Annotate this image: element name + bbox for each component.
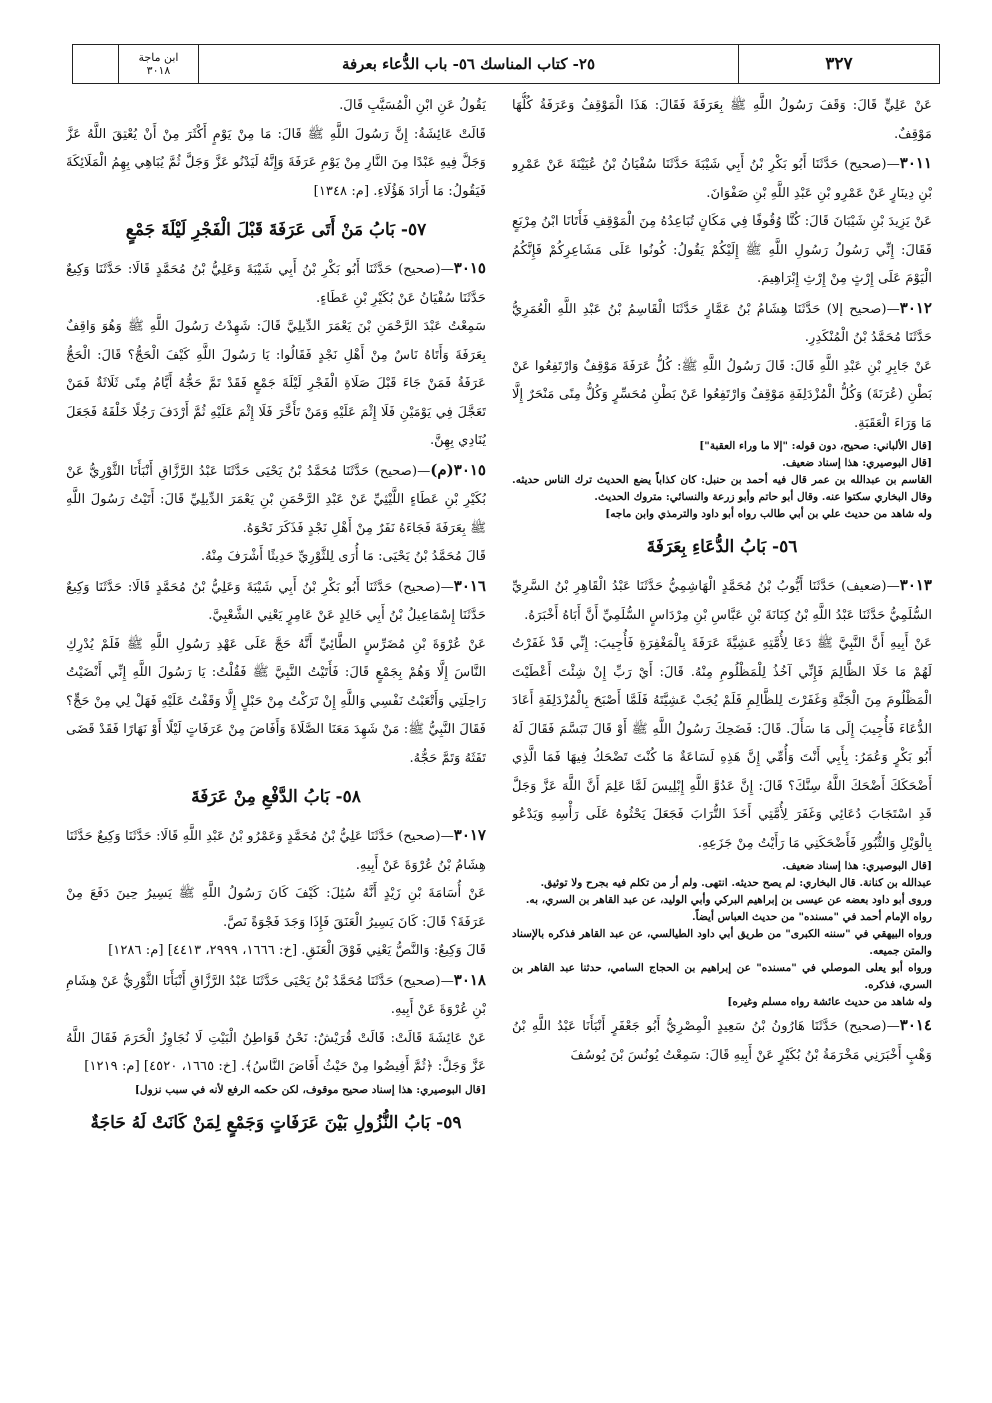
hadith-3017: ٣٠١٧—(صحيح) حَدَّثَنَا عَلِيُّ بْنُ مُحَمَّدٍ وَعَمْرُو بْنُ عَبْدِ اللَّهِ قَالَا: حَدَّثَنَا وَكِيعٌ حَدَّثَنَا هِشَامُ بْنُ عُرْوَةَ عَنْ أَبِيهِ.: [66, 826, 486, 873]
matn: عَنْ جَابِرِ بْنِ عَبْدِ اللَّهِ قَالَ: قَالَ رَسُولُ اللَّهِ ﷺ: كُلُّ عَرَفَةَ مَوْقِفٌ وَارْتَفِعُوا عَنْ بَطْنِ (عُرَنَةَ) وَكُلُّ الْمُزْدَلِفَةِ مَوْقِفٌ وَارْتَفِعُوا عَنْ بَطْنِ مُحَسِّرٍ وَكُلُّ مِنًى مَنْحَرٌ إِلَّا مَا وَرَاءَ الْعَقَبَةِ.: [512, 358, 932, 431]
matn: قَالَتْ عَائِشَةُ: إِنَّ رَسُولَ اللَّهِ ﷺ قَالَ: مَا مِنْ يَوْمٍ أَكْثَرَ مِنْ أَنْ يُعْتِقَ اللَّهُ عَزَّ وَجَلَّ فِيهِ عَبْدًا مِنَ النَّارِ مِنْ يَوْمِ عَرَفَةَ وَإِنَّهُ لَيَدْنُو عَزَّ وَجَلَّ ثُمَّ يُبَاهِي بِهِمُ الْمَلَائِكَةَ فَيَقُولُ: مَا أَرَادَ هَؤُلَاءِ. [م: ١٣٤٨]: [66, 126, 486, 199]
paragraph: قَالَ مُحَمَّدُ بْنُ يَحْيَى: مَا أُرَى لِلثَّوْرِيِّ حَدِيثًا أَشْرَفَ مِنْهُ.: [200, 549, 486, 564]
hadith-number: ٣٠١١: [899, 154, 932, 172]
isnad: (صحيح) حَدَّثَنَا مُحَمَّدُ بْنُ يَحْيَى حَدَّثَنَا عَبْدُ الرَّزَّاقِ أَنْبَأَنَا الثَّوْرِيُّ عَنْ هِشَامِ بْنِ عُرْوَةَ عَنْ أَبِيهِ.: [66, 973, 486, 1017]
footnote: وله شاهد من حديث عائشة رواه مسلم وغيره]: [727, 996, 932, 1008]
chapter-heading-57: ٥٧- بَابُ مَنْ أَتَى عَرَفَةَ قَبْلَ الْفَجْرِ لَيْلَةَ جَمْعٍ: [125, 220, 427, 240]
hadith-3011: ٣٠١١—(صحيح) حَدَّثَنَا أَبُو بَكْرِ بْنُ أَبِي شَيْبَةَ حَدَّثَنَا سُفْيَانُ بْنُ عُيَيْنَةَ عَنْ عَمْرِو بْنِ دِينَارٍ عَنْ عَمْرِو بْنِ عَبْدِ اللَّهِ بْنِ صَفْوَانَ.: [512, 154, 932, 201]
hadith-3015: ٣٠١٥—(صحيح) حَدَّثَنَا أَبُو بَكْرِ بْنُ أَبِي شَيْبَةَ وَعَلِيُّ بْنُ مُحَمَّدٍ قَالَا: حَدَّثَنَا وَكِيعٌ حَدَّثَنَا سُفْيَانُ عَنْ بُكَيْرِ بْنِ عَطَاءٍ.: [66, 259, 486, 306]
hadith-number: ٣٠١٥(م): [430, 460, 486, 479]
hadith-3012: ٣٠١٢—(صحيح إلا) حَدَّثَنَا هِشَامُ بْنُ عَمَّارٍ حَدَّثَنَا الْقَاسِمُ بْنُ عَبْدِ اللَّهِ الْعُمَرِيُّ حَدَّثَنَا مُحَمَّدُ بْنُ الْمُنْكَدِرِ.: [512, 298, 932, 345]
hadith-number: ٣٠١٦: [453, 576, 486, 595]
hadith-3013: ٣٠١٣—(ضعيف) حَدَّثَنَا أَيُّوبُ بْنُ مُحَمَّدٍ الْهَاشِمِيُّ حَدَّثَنَا عَبْدُ الْقَاهِرِ بْنُ السَّرِيِّ السُّلَمِيُّ حَدَّثَنَا عَبْدُ اللَّهِ بْنُ كِنَانَةَ بْنِ عَبَّاسِ بْنِ مِرْدَاسٍ السُّلَمِيِّ أَنَّ أَبَاهُ أَخْبَرَهُ.: [512, 576, 932, 623]
hadith-number: ٣٠١٧: [453, 826, 486, 844]
book-hadith-number: ٣٠١٨: [146, 64, 171, 77]
book-name: ابن ماجة: [138, 51, 179, 64]
hadith-number: ٣٠١٣: [899, 576, 932, 594]
footnote: [قال الألباني: صحيح، دون قوله: "إلا ما وراء العقبة"]: [699, 440, 932, 452]
hadith-number: ٣٠١٢: [899, 298, 932, 317]
isnad: (صحيح) حَدَّثَنَا مُحَمَّدُ بْنُ يَحْيَى حَدَّثَنَا عَبْدُ الرَّزَّاقِ أَنْبَأَنَا الثَّوْرِيُّ عَنْ بُكَيْرِ بْنِ عَطَاءٍ اللَّيْثِيِّ عَنْ عَبْدِ الرَّحْمَنِ بْنِ يَعْمَرَ الدِّيلِيِّ قَالَ: أَتَيْتُ رَسُولَ اللَّهِ ﷺ بِعَرَفَةَ فَجَاءَهُ نَفَرٌ مِنْ أَهْلِ نَجْدٍ فَذَكَرَ نَحْوَهُ.: [66, 463, 486, 536]
footnote: رواه الإمام أحمد في "مسنده" من حديث العباس أيضاً.: [691, 911, 932, 923]
paragraph: يَقُولُ عَنِ ابْنِ الْمُسَيَّبِ قَالَ.: [339, 98, 486, 113]
footnote: وروى أبو داود بعضه عن عيسى بن إبراهيم البركي وأبي الوليد، عن عبد القاهر بن السري، به.: [525, 894, 932, 906]
footnote: [قال البوصيري: هذا إسناد ضعيف.: [782, 457, 932, 469]
isnad: (صحيح) حَدَّثَنَا أَبُو بَكْرِ بْنُ أَبِي شَيْبَةَ وَعَلِيُّ بْنُ مُحَمَّدٍ قَالَا: حَدَّثَنَا وَكِيعٌ حَدَّثَنَا إِسْمَاعِيلُ بْنُ أَبِي خَالِدٍ عَنْ عَامِرٍ يَعْنِي الشَّعْبِيَّ.: [66, 579, 486, 623]
matn: عَنْ أُسَامَةَ بْنِ زَيْدٍ أَنَّهُ سُئِلَ: كَيْفَ كَانَ رَسُولُ اللَّهِ ﷺ يَسِيرُ حِينَ دَفَعَ مِنْ عَرَفَةَ؟ قَالَ: كَانَ يَسِيرُ الْعَنَقَ فَإِذَا وَجَدَ فَجْوَةً نَصَّ.: [66, 886, 486, 930]
hadith-number: ٣٠١٥: [453, 259, 486, 277]
chapter-heading-56: ٥٦- بَابُ الدُّعَاءِ بِعَرَفَةَ: [646, 537, 798, 557]
hadith-3018: ٣٠١٨—(صحيح) حَدَّثَنَا مُحَمَّدُ بْنُ يَحْيَى حَدَّثَنَا عَبْدُ الرَّزَّاقِ أَنْبَأَنَا الثَّوْرِيُّ عَنْ هِشَامِ بْنِ عُرْوَةَ عَنْ أَبِيهِ.: [66, 970, 486, 1017]
footnote: القاسم بن عبدالله بن عمر قال فيه أحمد بن حنبل: كان كذاباً يضع الحديث ترك الناس حديثه. وقال البخاري سكتوا عنه. وقال أبو حاتم وأبو زرعة والنسائي: متروك الحديث.: [512, 474, 932, 503]
paragraph: قَالَ وَكِيعٌ: وَالنَّصُّ يَعْنِي فَوْقَ الْعَنَقِ. [خ: ١٦٦٦، ٢٩٩٩، ٤٤١٣] [م: ١٢٨٦]: [108, 943, 486, 958]
isnad: (صحيح) حَدَّثَنَا أَبُو بَكْرِ بْنُ أَبِي شَيْبَةَ حَدَّثَنَا سُفْيَانُ بْنُ عُيَيْنَةَ عَنْ عَمْرِو بْنِ دِينَارٍ عَنْ عَمْرِو بْنِ عَبْدِ اللَّهِ بْنِ صَفْوَانَ.: [512, 157, 932, 201]
hadith-3016: ٣٠١٦—(صحيح) حَدَّثَنَا أَبُو بَكْرِ بْنُ أَبِي شَيْبَةَ وَعَلِيُّ بْنُ مُحَمَّدٍ قَالَا: حَدَّثَنَا وَكِيعٌ حَدَّثَنَا إِسْمَاعِيلُ بْنُ أَبِي خَالِدٍ عَنْ عَامِرٍ يَعْنِي الشَّعْبِيَّ.: [66, 576, 486, 623]
footnote: [قال البوصيري: هذا إسناد ضعيف.: [782, 860, 932, 872]
right-column: [512, 92, 932, 1392]
matn: سَمِعْتُ عَبْدَ الرَّحْمَنِ بْنَ يَعْمَرَ الدِّيلِيَّ قَالَ: شَهِدْتُ رَسُولَ اللَّهِ ﷺ وَهُوَ وَاقِفٌ بِعَرَفَةَ وَأَتَاهُ نَاسٌ مِنْ أَهْلِ نَجْدٍ فَقَالُوا: يَا رَسُولَ اللَّهِ كَيْفَ الْحَجُّ؟ قَالَ: الْحَجُّ عَرَفَةُ فَمَنْ جَاءَ قَبْلَ صَلَاةِ الْفَجْرِ لَيْلَةَ جَمْعٍ فَقَدْ تَمَّ حَجُّهُ أَيَّامُ مِنًى ثَلَاثَةٌ فَمَنْ تَعَجَّلَ فِي يَوْمَيْنِ فَلَا إِثْمَ عَلَيْهِ وَمَنْ تَأَخَّرَ فَلَا إِثْمَ عَلَيْهِ ثُمَّ أَرْدَفَ رَجُلًا خَلْفَهُ فَجَعَلَ يُنَادِي بِهِنَّ.: [66, 319, 486, 448]
isnad: (صحيح) حَدَّثَنَا هَارُونُ بْنُ سَعِيدٍ الْمِصْرِيُّ أَبُو جَعْفَرٍ أَنْبَأَنَا عَبْدُ اللَّهِ بْنُ وَهْبٍ أَخْبَرَنِي مَخْرَمَةُ بْنُ بُكَيْرٍ عَنْ أَبِيهِ قَالَ: سَمِعْتُ يُونُسَ بْنَ يُوسُفَ: [512, 1019, 932, 1063]
isnad: (ضعيف) حَدَّثَنَا أَيُّوبُ بْنُ مُحَمَّدٍ الْهَاشِمِيُّ حَدَّثَنَا عَبْدُ الْقَاهِرِ بْنُ السَّرِيِّ السُّلَمِيُّ حَدَّثَنَا عَبْدُ اللَّهِ بْنُ كِنَانَةَ بْنِ عَبَّاسِ بْنِ مِرْدَاسٍ السُّلَمِيِّ أَنَّ أَبَاهُ أَخْبَرَهُ.: [512, 579, 932, 623]
footnote: عبدالله بن كنانة. قال البخاري: لم يصح حديثه. انتهى. ولم أر من تكلم فيه بجرح ولا توثيق.: [540, 877, 932, 889]
hadith-number: ٣٠١٨: [453, 970, 486, 989]
paragraph: عَنْ عَلِيٍّ قَالَ: وَقَفَ رَسُولُ اللَّهِ ﷺ بِعَرَفَةَ فَقَالَ: هَذَا الْمَوْقِفُ وَعَرَفَةُ كُلُّهَا مَوْقِفٌ.: [512, 98, 932, 142]
matn: عَنْ يَزِيدَ بْنِ شَيْبَانَ قَالَ: كُنَّا وُقُوفًا فِي مَكَانٍ تُبَاعِدُهُ مِنَ الْمَوْقِفِ فَأَتَانَا ابْنُ مِرْبَعٍ فَقَالَ: إِنِّي رَسُولُ رَسُولِ اللَّهِ ﷺ إِلَيْكُمْ يَقُولُ: كُونُوا عَلَى مَشَاعِرِكُمْ فَإِنَّكُمُ الْيَوْمَ عَلَى إِرْثٍ مِنْ إِرْثِ إِبْرَاهِيمَ.: [512, 214, 932, 286]
header-book-cell: [119, 45, 199, 83]
hadith-3015m: ٣٠١٥(م)—(صحيح) حَدَّثَنَا مُحَمَّدُ بْنُ يَحْيَى حَدَّثَنَا عَبْدُ الرَّزَّاقِ أَنْبَأَنَا الثَّوْرِيُّ عَنْ بُكَيْرِ بْنِ عَطَاءٍ اللَّيْثِيِّ عَنْ عَبْدِ الرَّحْمَنِ بْنِ يَعْمَرَ الدِّيلِيِّ قَالَ: أَتَيْتُ رَسُولَ اللَّهِ ﷺ بِعَرَفَةَ فَجَاءَهُ نَفَرٌ مِنْ أَهْلِ نَجْدٍ فَذَكَرَ نَحْوَهُ.: [66, 460, 486, 536]
matn: عَنْ أَبِيهِ أَنَّ النَّبِيَّ ﷺ دَعَا لِأُمَّتِهِ عَشِيَّةَ عَرَفَةَ بِالْمَغْفِرَةِ فَأُجِيبَ: إِنِّي قَدْ غَفَرْتُ لَهُمْ مَا خَلَا الظَّالِمَ فَإِنِّي آخُذُ لِلْمَظْلُومِ مِنْهُ. قَالَ: أَيْ رَبِّ إِنْ شِئْتَ أَعْطَيْتَ الْمَظْلُومَ مِنَ الْجَنَّةِ وَغَفَرْتَ لِلظَّالِمِ فَلَمْ يُجَبْ عَشِيَّتَهُ فَلَمَّا أَصْبَحَ بِالْمُزْدَلِفَةِ أَعَادَ الدُّعَاءَ فَأُجِيبَ إِلَى مَا سَأَلَ. قَالَ: فَضَحِكَ رَسُولُ اللَّهِ ﷺ أَوْ قَالَ تَبَسَّمَ فَقَالَ لَهُ أَبُو بَكْرٍ وَعُمَرُ: بِأَبِي أَنْتَ وَأُمِّي إِنَّ هَذِهِ لَسَاعَةٌ مَا كُنْتَ تَضْحَكُ فِيهَا فَمَا الَّذِي أَضْحَكَكَ أَضْحَكَ اللَّهُ سِنَّكَ؟ قَالَ: إِنَّ عَدُوَّ اللَّهِ إِبْلِيسَ لَمَّا عَلِمَ أَنَّ اللَّهَ عَزَّ وَجَلَّ قَدِ اسْتَجَابَ دُعَائِي وَغَفَرَ لِأُمَّتِي أَخَذَ التُّرَابَ فَجَعَلَ يَحْثُوهُ عَلَى رَأْسِهِ وَيَدْعُو بِالْوَيْلِ وَالثُّبُورِ فَأَضْحَكَنِي مَا رَأَيْتُ مِنْ جَزَعِهِ.: [512, 636, 932, 851]
matn: عَنْ عُرْوَةَ بْنِ مُضَرِّسٍ الطَّائِيِّ أَنَّهُ حَجَّ عَلَى عَهْدِ رَسُولِ اللَّهِ ﷺ فَلَمْ يُدْرِكِ النَّاسَ إِلَّا وَهُمْ بِجَمْعٍ قَالَ: فَأَتَيْتُ النَّبِيَّ ﷺ فَقُلْتُ: يَا رَسُولَ اللَّهِ إِنِّي أَنْضَيْتُ رَاحِلَتِي وَأَتْعَبْتُ نَفْسِي وَاللَّهِ إِنْ تَرَكْتُ مِنْ حَبْلٍ إِلَّا وَقَفْتُ عَلَيْهِ فَهَلْ لِي مِنْ حَجٍّ؟ فَقَالَ النَّبِيُّ ﷺ: مَنْ شَهِدَ مَعَنَا الصَّلَاةَ وَأَفَاضَ مِنْ عَرَفَاتٍ لَيْلًا أَوْ نَهَارًا فَقَدْ قَضَى تَفَثَهُ وَتَمَّ حَجُّهُ.: [66, 636, 486, 766]
chapter-heading-58: ٥٨- بَابُ الدَّفْعِ مِنْ عَرَفَةَ: [191, 787, 361, 807]
isnad: (صحيح) حَدَّثَنَا عَلِيُّ بْنُ مُحَمَّدٍ وَعَمْرُو بْنُ عَبْدِ اللَّهِ قَالَا: حَدَّثَنَا وَكِيعٌ حَدَّثَنَا هِشَامُ بْنُ عُرْوَةَ عَنْ أَبِيهِ.: [66, 829, 486, 873]
chapter-heading-59: ٥٩- بَابُ النُّزُولِ بَيْنَ عَرَفَاتٍ وَجَمْعٍ لِمَنْ كَانَتْ لَهُ حَاجَةٌ: [90, 1112, 462, 1133]
page-header: [72, 44, 940, 84]
left-column: [66, 92, 486, 1392]
footnote: [قال البوصيري: هذا إسناد صحيح موقوف، لكن حكمه الرفع لأنه في سبب نزول]: [134, 1083, 486, 1096]
footnote: ورواه البيهقي في "سننه الكبرى" من طريق أبي داود الطيالسي، عن عبد القاهر فذكره بالإسناد والمتن جميعه.: [512, 928, 932, 957]
hadith-number: ٣٠١٤: [899, 1016, 932, 1034]
hadith-3014: ٣٠١٤—(صحيح) حَدَّثَنَا هَارُونُ بْنُ سَعِيدٍ الْمِصْرِيُّ أَبُو جَعْفَرٍ أَنْبَأَنَا عَبْدُ اللَّهِ بْنُ وَهْبٍ أَخْبَرَنِي مَخْرَمَةُ بْنُ بُكَيْرٍ عَنْ أَبِيهِ قَالَ: سَمِعْتُ يُونُسَ بْنَ يُوسُفَ: [512, 1016, 932, 1063]
footnote: ورواه أبو يعلى الموصلي في "مسنده" عن إبراهيم بن الحجاج السامي، حدثنا عبد القاهر بن السري، فذكره.: [512, 962, 932, 991]
isnad: (صحيح) حَدَّثَنَا أَبُو بَكْرِ بْنُ أَبِي شَيْبَةَ وَعَلِيُّ بْنُ مُحَمَّدٍ قَالَا: حَدَّثَنَا وَكِيعٌ حَدَّثَنَا سُفْيَانُ عَنْ بُكَيْرِ بْنِ عَطَاءٍ.: [66, 262, 486, 306]
matn: عَنْ عَائِشَةَ قَالَتْ: قَالَتْ قُرَيْشٌ: نَحْنُ قَوَاطِنُ الْبَيْتِ لَا نُجَاوِزُ الْحَرَمَ فَقَالَ اللَّهُ عَزَّ وَجَلَّ: ﴿ثُمَّ أَفِيضُوا مِنْ حَيْثُ أَفَاضَ النَّاسُ﴾. [خ: ١٦٦٥، ٤٥٢٠] [م: ١٢١٩]: [66, 1030, 486, 1074]
page-number: ٣٢٧: [825, 54, 853, 74]
isnad: (صحيح إلا) حَدَّثَنَا هِشَامُ بْنُ عَمَّارٍ حَدَّثَنَا الْقَاسِمُ بْنُ عَبْدِ اللَّهِ الْعُمَرِيُّ حَدَّثَنَا مُحَمَّدُ بْنُ الْمُنْكَدِرِ.: [512, 301, 932, 345]
footnote: وله شاهد من حديث علي بن أبي طالب رواه أبو داود والترمذي وابن ماجه]: [605, 508, 932, 520]
running-title: ٢٥- كتاب المناسك ٥٦- باب الدُّعاء بعرفة: [199, 45, 739, 83]
header-blank-cell: [73, 45, 119, 83]
